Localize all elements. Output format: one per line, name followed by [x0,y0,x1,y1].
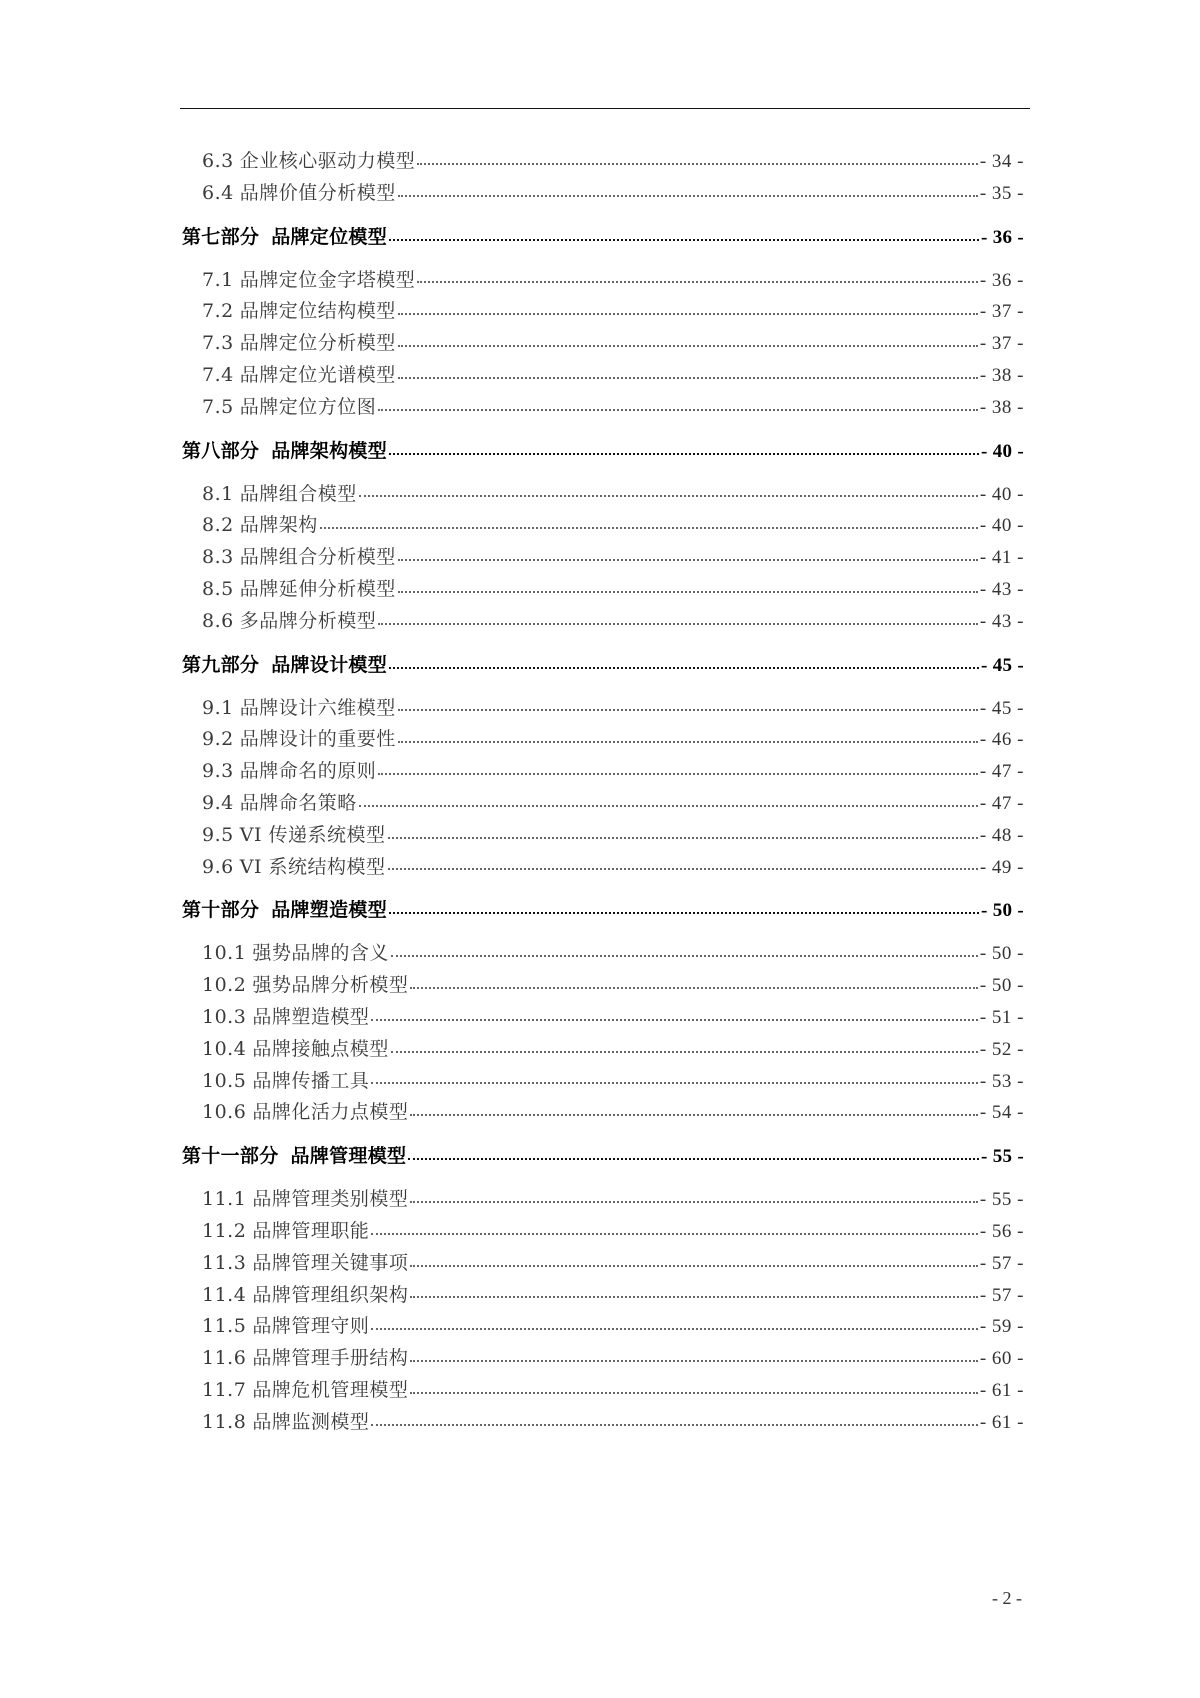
dot-leader [398,558,978,561]
dot-leader [398,740,978,743]
toc-subsection-entry[interactable] [182,265,1024,297]
toc-entry-number: 8.6 [202,609,234,632]
dot-leader [371,1232,978,1235]
toc-entry-page: - 57 - [979,1252,1024,1274]
dot-leader [389,911,979,914]
toc-entry-page: - 56 - [979,1220,1024,1242]
toc-entry-title: 品牌管理组织架构 [252,1283,409,1306]
toc-entry-number: 10.6 [202,1101,247,1124]
toc-entry-number: 7.4 [202,363,234,386]
dot-leader [371,1327,978,1330]
toc-subsection-entry[interactable] [182,1066,1024,1098]
dot-leader [417,280,978,283]
toc-entry-page: - 50 - [979,975,1024,997]
dot-leader [398,708,978,711]
toc-entry-number: 9.1 [202,696,234,719]
toc-subsection-entry[interactable] [182,852,1024,884]
toc-subsection-entry[interactable] [182,574,1024,606]
dot-leader [389,238,979,241]
dot-leader [388,867,978,870]
toc-subsection-entry[interactable] [182,756,1024,788]
toc-subsection-entry[interactable] [182,606,1024,638]
dot-leader [371,1081,978,1084]
toc-entry-title: 品牌架构 [239,514,318,537]
toc-subsection-entry[interactable] [182,392,1024,424]
toc-entry-number: 9.3 [202,760,234,783]
toc-entry-page: - 48 - [979,824,1024,846]
toc-entry-number: 11.7 [202,1378,247,1401]
toc-entry-page: - 53 - [979,1070,1024,1092]
toc-entry-title: 品牌设计模型 [271,653,388,676]
toc-subsection-entry[interactable] [182,146,1024,178]
toc-entry-page: - 36 - [979,269,1024,291]
toc-entry-page: - 36 - [981,226,1024,248]
toc-subsection-entry[interactable] [182,788,1024,820]
toc-entry-number: 6.3 [202,150,234,172]
toc-entry-title: 品牌组合模型 [239,482,357,505]
toc-entry-page: - 47 - [979,792,1024,814]
toc-entry-title: 品牌定位分析模型 [239,332,396,355]
toc-entry-title: VI 传递系统模型 [239,823,386,846]
toc-entry-number: 8.2 [202,514,234,537]
toc-entry-title: 品牌管理模型 [290,1145,407,1168]
toc-section-heading[interactable] [182,649,1024,682]
toc-entry-number: 10.4 [202,1037,247,1060]
toc-subsection-entry[interactable] [182,970,1024,1002]
toc-entry-number: 11.2 [202,1219,247,1242]
toc-entry-title: 品牌延伸分析模型 [239,577,396,600]
dot-leader [391,954,978,957]
toc-entry-page: - 46 - [979,729,1024,751]
toc-entry-number: 11.3 [202,1251,247,1274]
toc-entry-page: - 37 - [979,301,1024,323]
toc-subsection-entry[interactable] [182,1375,1024,1407]
toc-entry-page: - 43 - [979,610,1024,632]
dot-leader [391,1050,978,1053]
toc-entry-number: 9.2 [202,728,234,751]
toc-entry-title: VI 系统结构模型 [239,855,386,878]
dot-leader [398,590,978,593]
dot-leader [410,1113,978,1116]
header-rule [180,108,1030,109]
toc-subsection-entry[interactable] [182,1248,1024,1280]
toc-entry-page: - 37 - [979,333,1024,355]
table-of-contents [182,146,1024,1439]
toc-entry-number: 8.3 [202,546,234,569]
toc-section-heading[interactable] [182,894,1024,927]
toc-subsection-entry[interactable] [182,1184,1024,1216]
toc-entry-page: - 55 - [981,1146,1024,1168]
toc-entry-number: 9.5 [202,823,234,846]
toc-entry-number: 10.2 [202,974,247,997]
toc-entry-title: 品牌管理职能 [252,1219,370,1242]
toc-entry-number: 11.6 [202,1347,247,1370]
toc-entry-page: - 38 - [979,364,1024,386]
toc-entry-title: 多品牌分析模型 [239,609,377,632]
toc-subsection-entry[interactable] [182,479,1024,511]
toc-entry-title: 品牌定位方位图 [239,395,377,418]
toc-subsection-entry[interactable] [182,178,1024,210]
toc-entry-number: 9.4 [202,791,234,814]
toc-entry-page: - 51 - [979,1006,1024,1028]
toc-entry-page: - 34 - [979,151,1024,172]
toc-entry-title: 品牌塑造模型 [271,899,388,922]
dot-leader [410,1264,978,1267]
dot-leader [389,666,979,669]
dot-leader [359,804,978,807]
dot-leader [398,344,978,347]
toc-subsection-entry[interactable] [182,1343,1024,1375]
dot-leader [359,494,978,497]
toc-subsection-entry[interactable] [182,724,1024,756]
toc-entry-number: 11.1 [202,1188,247,1211]
toc-entry-page: - 45 - [979,697,1024,719]
toc-entry-number: 8.1 [202,482,234,505]
toc-entry-title: 品牌塑造模型 [252,1005,370,1028]
toc-entry-title: 品牌危机管理模型 [252,1378,409,1401]
toc-subsection-entry[interactable] [182,820,1024,852]
toc-entry-title: 品牌管理守则 [252,1315,370,1338]
toc-entry-page: - 55 - [979,1189,1024,1211]
dot-leader [408,1157,979,1160]
toc-entry-number: 9.6 [202,855,234,878]
dot-leader [417,162,978,165]
toc-entry-page: - 61 - [979,1411,1024,1433]
toc-entry-title: 品牌管理手册结构 [252,1347,409,1370]
toc-entry-number: 10.1 [202,942,247,965]
dot-leader [398,194,978,197]
toc-entry-number: 第十一部分 [182,1145,279,1168]
toc-entry-number: 第九部分 [182,653,260,676]
toc-subsection-entry[interactable] [182,1216,1024,1248]
dot-leader [410,986,978,989]
toc-entry-title: 品牌传播工具 [252,1069,370,1092]
toc-subsection-entry[interactable] [182,510,1024,542]
toc-entry-page: - 35 - [979,182,1024,204]
toc-entry-number: 第七部分 [182,225,260,248]
toc-entry-number: 7.5 [202,395,234,418]
toc-subsection-entry[interactable] [182,1311,1024,1343]
toc-entry-title: 品牌定位模型 [271,225,388,248]
toc-entry-title: 品牌命名策略 [239,791,357,814]
dot-leader [410,1359,978,1362]
toc-entry-title: 强势品牌的含义 [252,942,389,965]
toc-section-heading[interactable] [182,1140,1024,1173]
toc-entry-page: - 40 - [979,515,1024,537]
toc-entry-page: - 50 - [979,943,1024,965]
toc-entry-page: - 47 - [979,761,1024,783]
toc-subsection-entry[interactable] [182,938,1024,970]
toc-entry-number: 10.5 [202,1069,247,1092]
toc-entry-number: 10.3 [202,1005,247,1028]
toc-section-heading[interactable] [182,435,1024,468]
toc-subsection-entry[interactable] [182,1034,1024,1066]
toc-entry-title: 强势品牌分析模型 [252,974,409,997]
toc-entry-title: 品牌接触点模型 [252,1037,389,1060]
toc-entry-number: 6.4 [202,181,234,204]
dot-leader [378,408,978,411]
toc-entry-title: 品牌定位金字塔模型 [239,268,416,291]
toc-subsection-entry[interactable] [182,542,1024,574]
toc-entry-page: - 43 - [979,578,1024,600]
toc-entry-title: 品牌命名的原则 [239,760,377,783]
dot-leader [388,836,978,839]
footer-page-number: - 2 - [992,1588,1022,1608]
toc-entry-number: 第八部分 [182,439,260,462]
dot-leader [398,376,978,379]
toc-entry-number: 11.5 [202,1315,247,1338]
toc-entry-title: 品牌价值分析模型 [239,181,396,204]
toc-subsection-entry[interactable] [182,328,1024,360]
toc-entry-number: 7.2 [202,300,234,323]
dot-leader [410,1295,978,1298]
toc-entry-title: 品牌组合分析模型 [239,546,396,569]
toc-entry-number: 7.3 [202,332,234,355]
toc-entry-page: - 59 - [979,1316,1024,1338]
toc-entry-title: 品牌设计的重要性 [239,728,396,751]
toc-subsection-entry[interactable] [182,1280,1024,1312]
toc-subsection-entry[interactable] [182,1002,1024,1034]
dot-leader [378,622,978,625]
dot-leader [389,452,979,455]
toc-entry-number: 第十部分 [182,899,260,922]
toc-entry-page: - 50 - [981,900,1024,922]
toc-entry-page: - 38 - [979,396,1024,418]
toc-entry-title: 品牌管理类别模型 [252,1188,409,1211]
toc-entry-title: 品牌管理关键事项 [252,1251,409,1274]
dot-leader [371,1018,978,1021]
toc-entry-number: 11.4 [202,1283,247,1306]
toc-entry-number: 11.8 [202,1410,247,1433]
toc-entry-title: 品牌监测模型 [252,1410,370,1433]
toc-entry-page: - 52 - [979,1038,1024,1060]
toc-subsection-entry[interactable] [182,1097,1024,1129]
toc-entry-page: - 49 - [979,856,1024,878]
toc-entry-title: 品牌设计六维模型 [239,696,396,719]
toc-entry-title: 企业核心驱动力模型 [239,150,416,172]
toc-section-heading[interactable] [182,221,1024,254]
toc-entry-title: 品牌化活力点模型 [252,1101,409,1124]
toc-entry-title: 品牌定位光谱模型 [239,363,396,386]
toc-entry-page: - 40 - [981,440,1024,462]
toc-entry-page: - 60 - [979,1348,1024,1370]
toc-entry-number: 8.5 [202,577,234,600]
toc-subsection-entry[interactable] [182,296,1024,328]
toc-entry-page: - 45 - [981,654,1024,676]
toc-subsection-entry[interactable] [182,360,1024,392]
toc-entry-title: 品牌定位结构模型 [239,300,396,323]
dot-leader [398,312,978,315]
dot-leader [378,772,978,775]
toc-entry-page: - 61 - [979,1379,1024,1401]
dot-leader [320,526,978,529]
toc-entry-page: - 57 - [979,1284,1024,1306]
toc-entry-number: 7.1 [202,268,234,291]
dot-leader [410,1391,978,1394]
toc-entry-title: 品牌架构模型 [271,439,388,462]
toc-subsection-entry[interactable] [182,693,1024,725]
toc-entry-page: - 54 - [979,1102,1024,1124]
toc-entry-page: - 41 - [979,547,1024,569]
dot-leader [371,1423,978,1426]
toc-subsection-entry[interactable] [182,1407,1024,1439]
toc-entry-page: - 40 - [979,483,1024,505]
dot-leader [410,1200,978,1203]
